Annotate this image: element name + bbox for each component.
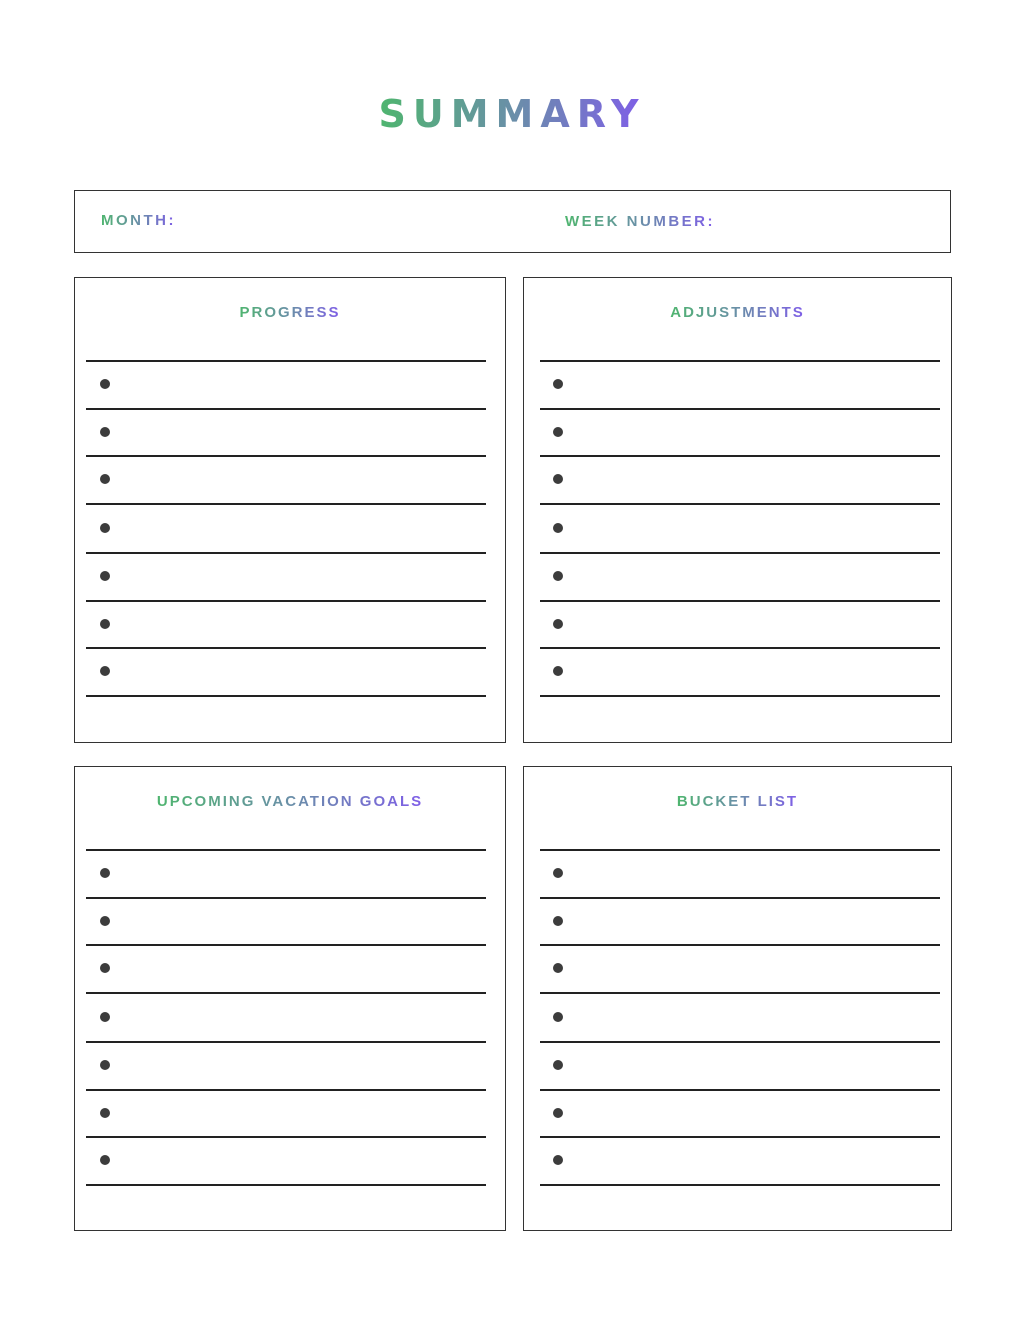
bullet-icon [100,666,110,676]
list-item-field[interactable] [120,853,495,893]
ruled-line [540,1136,940,1138]
list-item-field[interactable] [573,364,944,404]
ruled-line [86,849,486,851]
list-item-field[interactable] [573,459,944,499]
bullet-icon [100,1012,110,1022]
adjustments-title: ADJUSTMENTS [670,304,805,321]
bullet-icon [553,619,563,629]
upcoming-vacation-goals-title: UPCOMING VACATION GOALS [156,793,424,810]
bullet-icon [553,1060,563,1070]
page-title-text: SUMMARY [378,92,646,136]
ruled-line [540,1184,940,1186]
list-item-field[interactable] [573,901,944,940]
bullet-icon [100,916,110,926]
bullet-icon [100,474,110,484]
ruled-line [86,647,486,649]
bullet-icon [553,427,563,437]
ruled-line [86,1041,486,1043]
ruled-line [86,1184,486,1186]
list-item-field[interactable] [120,1045,495,1085]
ruled-line [540,944,940,946]
upcoming-vacation-goals-panel [74,766,506,1231]
list-item-field[interactable] [120,556,495,596]
bullet-icon [100,571,110,581]
bullet-icon [553,916,563,926]
month-week-box [74,190,951,253]
ruled-line [540,600,940,602]
bullet-icon [553,1012,563,1022]
ruled-line [86,455,486,457]
list-item-field[interactable] [573,1140,944,1180]
list-item-field[interactable] [120,948,495,988]
list-item-field[interactable] [120,412,495,451]
ruled-line [540,360,940,362]
bullet-icon [100,1155,110,1165]
ruled-line [86,552,486,554]
ruled-line [540,503,940,505]
bullet-icon [553,1155,563,1165]
bullet-icon [100,427,110,437]
list-item-field[interactable] [120,459,495,499]
ruled-line [86,360,486,362]
bullet-icon [553,963,563,973]
bucket-list-title: BUCKET LIST [676,793,799,810]
ruled-line [86,408,486,410]
list-item-field[interactable] [573,948,944,988]
ruled-line [540,408,940,410]
bullet-icon [100,619,110,629]
ruled-line [86,503,486,505]
bullet-icon [100,379,110,389]
list-item-field[interactable] [120,604,495,643]
bullet-icon [553,474,563,484]
list-item-field[interactable] [573,507,944,548]
ruled-line [540,1041,940,1043]
bucket-list-panel [523,766,952,1231]
adjustments-panel [523,277,952,743]
ruled-line [540,992,940,994]
list-item-field[interactable] [120,651,495,691]
list-item-field[interactable] [573,853,944,893]
progress-title: PROGRESS [239,304,341,321]
list-item-field[interactable] [573,651,944,691]
ruled-line [86,944,486,946]
ruled-line [540,647,940,649]
list-item-field[interactable] [573,556,944,596]
list-item-field[interactable] [573,996,944,1037]
ruled-line [540,695,940,697]
ruled-line [540,1089,940,1091]
list-item-field[interactable] [120,901,495,940]
list-item-field[interactable] [120,507,495,548]
list-item-field[interactable] [120,1140,495,1180]
page-title [0,92,1024,136]
ruled-line [540,552,940,554]
bullet-icon [553,523,563,533]
list-item-field[interactable] [573,412,944,451]
ruled-line [86,1089,486,1091]
ruled-line [540,849,940,851]
ruled-line [540,455,940,457]
list-item-field[interactable] [573,1045,944,1085]
bullet-icon [553,571,563,581]
list-item-field[interactable] [120,364,495,404]
ruled-line [86,1136,486,1138]
list-item-field[interactable] [120,996,495,1037]
list-item-field[interactable] [573,604,944,643]
ruled-line [540,897,940,899]
ruled-line [86,695,486,697]
bullet-icon [100,868,110,878]
week-number-label: WEEK NUMBER: [565,213,715,230]
bullet-icon [553,868,563,878]
ruled-line [86,897,486,899]
bullet-icon [553,666,563,676]
progress-panel [74,277,506,743]
bullet-icon [100,963,110,973]
bullet-icon [553,1108,563,1118]
list-item-field[interactable] [573,1093,944,1132]
ruled-line [86,600,486,602]
bullet-icon [553,379,563,389]
bullet-icon [100,523,110,533]
list-item-field[interactable] [120,1093,495,1132]
ruled-line [86,992,486,994]
month-label: MONTH: [101,212,176,229]
bullet-icon [100,1060,110,1070]
bullet-icon [100,1108,110,1118]
